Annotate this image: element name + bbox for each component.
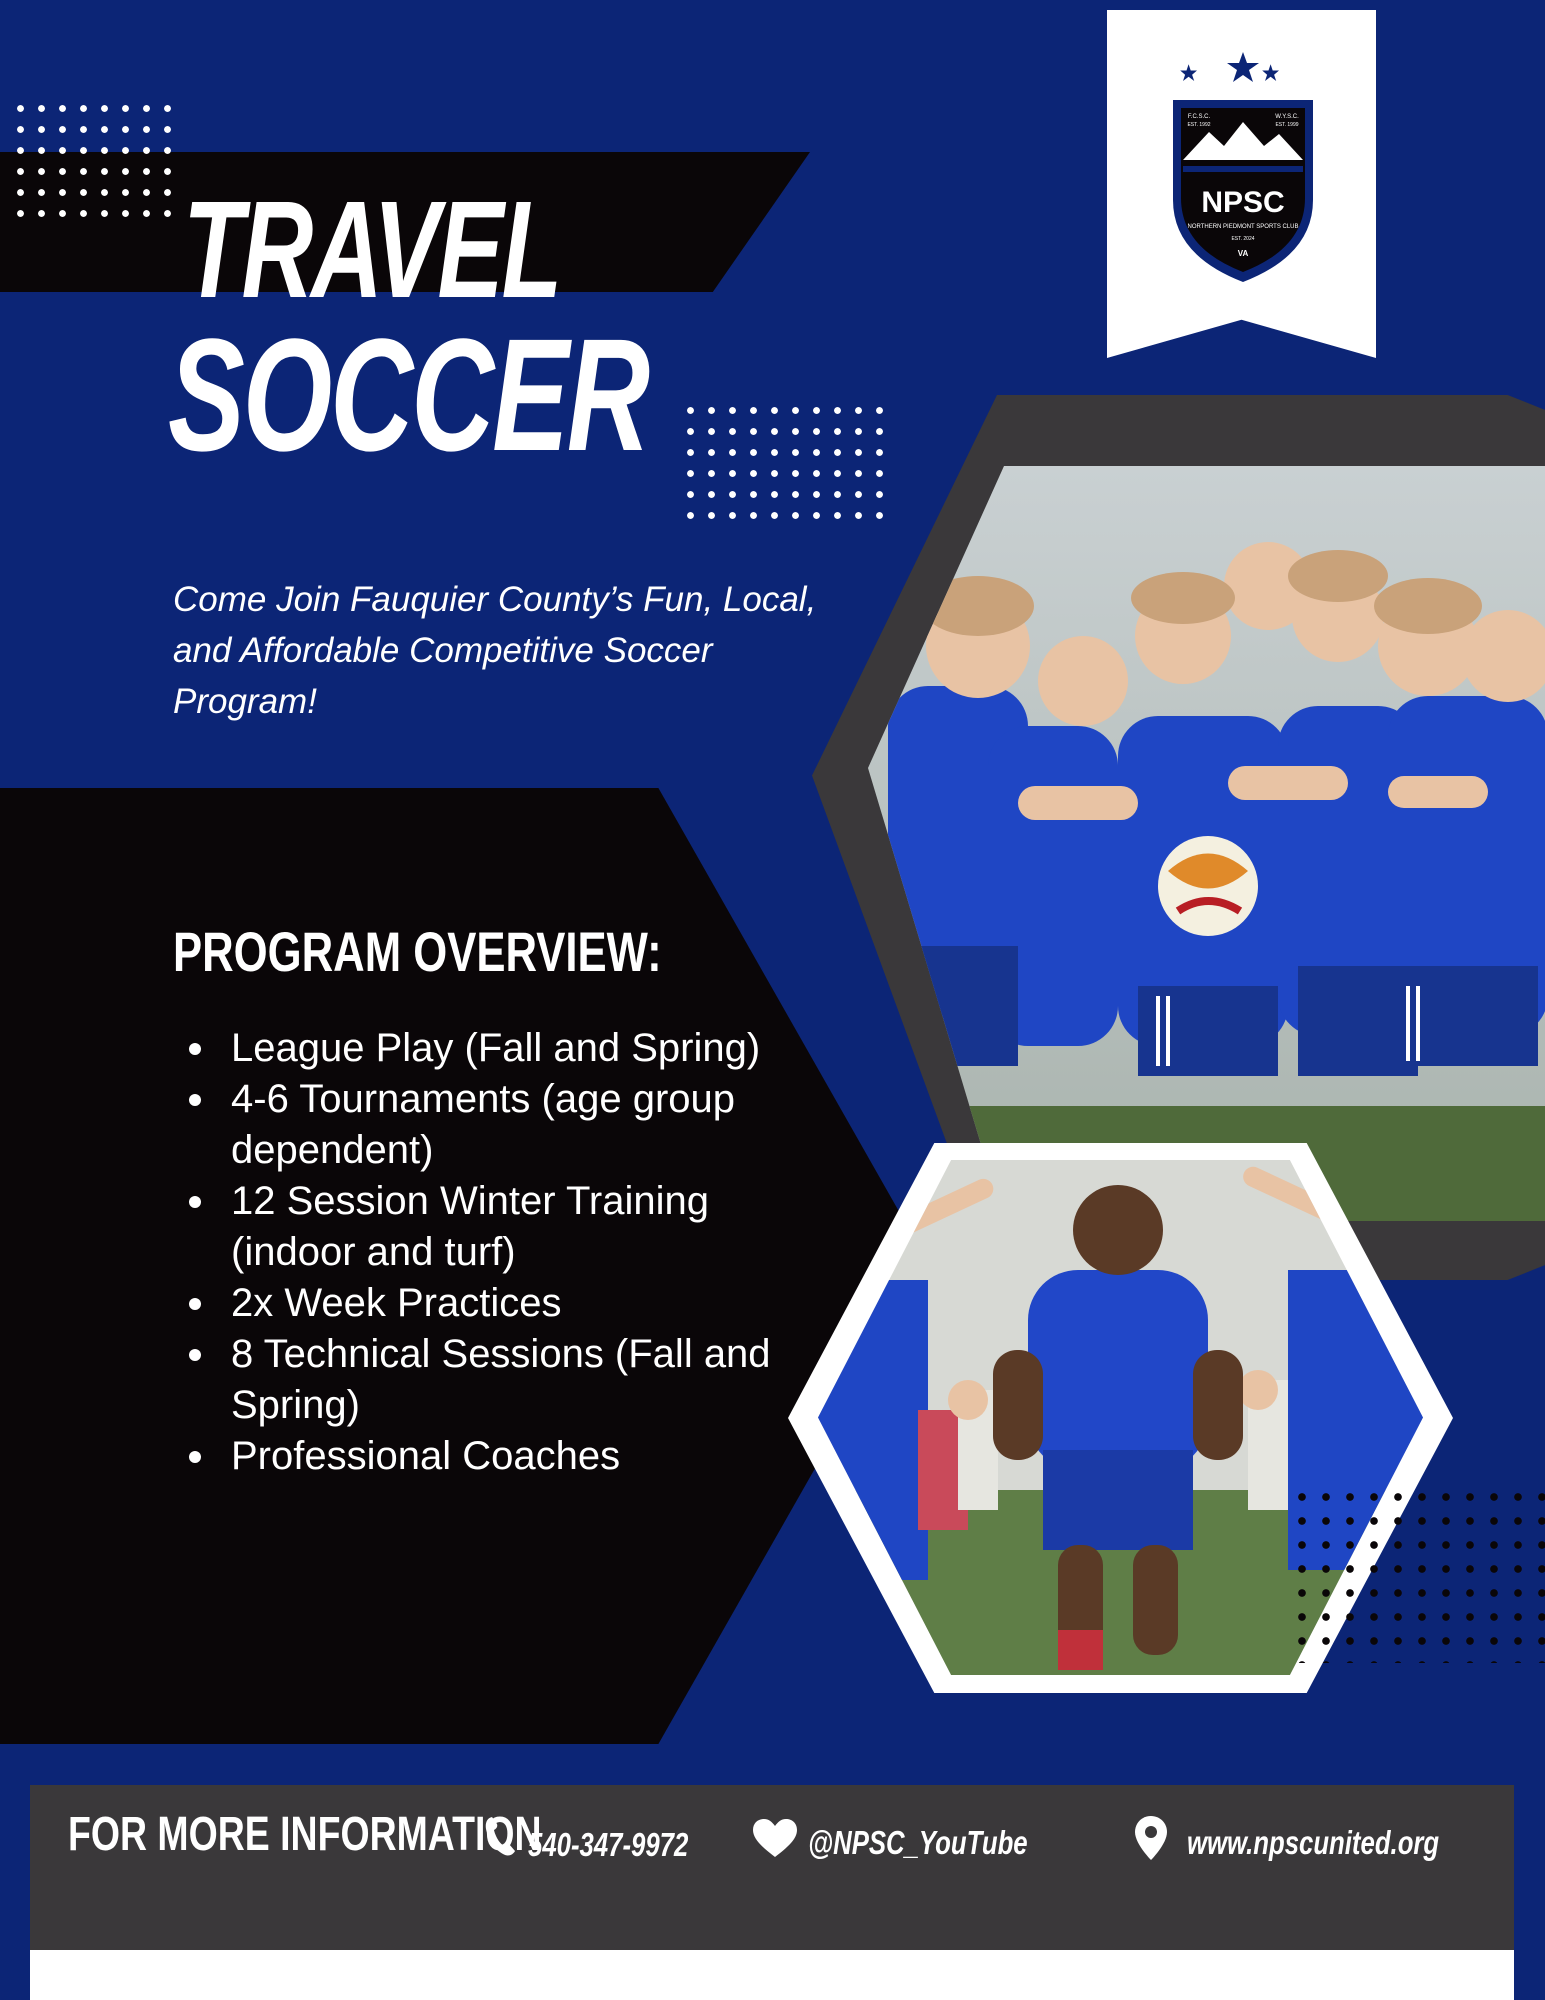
logo-est-right: EST. 1999: [1275, 122, 1299, 128]
tagline: Come Join Fauquier County’s Fun, Local, and Affordable Competitive Soccer Program!: [173, 580, 817, 721]
website-link[interactable]: www.npscunited.org: [1187, 1824, 1440, 1861]
logo-subtext: NORTHERN PIEDMONT SPORTS CLUB: [1187, 224, 1299, 230]
footer-bar: [30, 1785, 1514, 1950]
footer-white-strip: [30, 1950, 1514, 2000]
list-item: League Play (Fall and Spring): [173, 1023, 773, 1074]
title-line-1: TRAVEL: [183, 173, 561, 327]
dot-grid-middle: [680, 400, 895, 526]
club-crest-logo: [1169, 50, 1317, 290]
title-line-2: SOCCER: [168, 305, 648, 484]
overview-list: [173, 1023, 773, 1482]
dot-grid-bottom-right: [1290, 1485, 1545, 1663]
list-item: 2x Week Practices: [173, 1278, 773, 1329]
overview-title: PROGRAM OVERVIEW:: [173, 920, 662, 983]
phone-icon: [483, 1815, 517, 1857]
logo-left-tag: F.C.S.C.: [1187, 114, 1211, 120]
logo-right-tag: W.Y.S.C.: [1275, 114, 1299, 120]
logo-text: NPSC: [1201, 186, 1285, 219]
heart-icon: [752, 1818, 798, 1858]
footer-label: FOR MORE INFORMATION: [68, 1808, 542, 1861]
list-item: 12 Session Winter Training (indoor and turf): [173, 1176, 773, 1278]
social-handle[interactable]: @NPSC_YouTube: [808, 1824, 1028, 1861]
location-pin-icon: [1134, 1815, 1168, 1861]
list-item: 8 Technical Sessions (Fall and Spring): [173, 1329, 773, 1431]
logo-banner: [1107, 10, 1376, 358]
dot-grid-top-left: [10, 98, 178, 224]
logo-est-left: EST. 1992: [1187, 122, 1211, 128]
logo-state: VA: [1237, 249, 1249, 258]
list-item: 4-6 Tournaments (age group dependent): [173, 1074, 773, 1176]
list-item: Professional Coaches: [173, 1431, 773, 1482]
logo-est-bottom: EST. 2024: [1231, 236, 1255, 242]
phone-number[interactable]: 540-347-9972: [528, 1826, 689, 1863]
